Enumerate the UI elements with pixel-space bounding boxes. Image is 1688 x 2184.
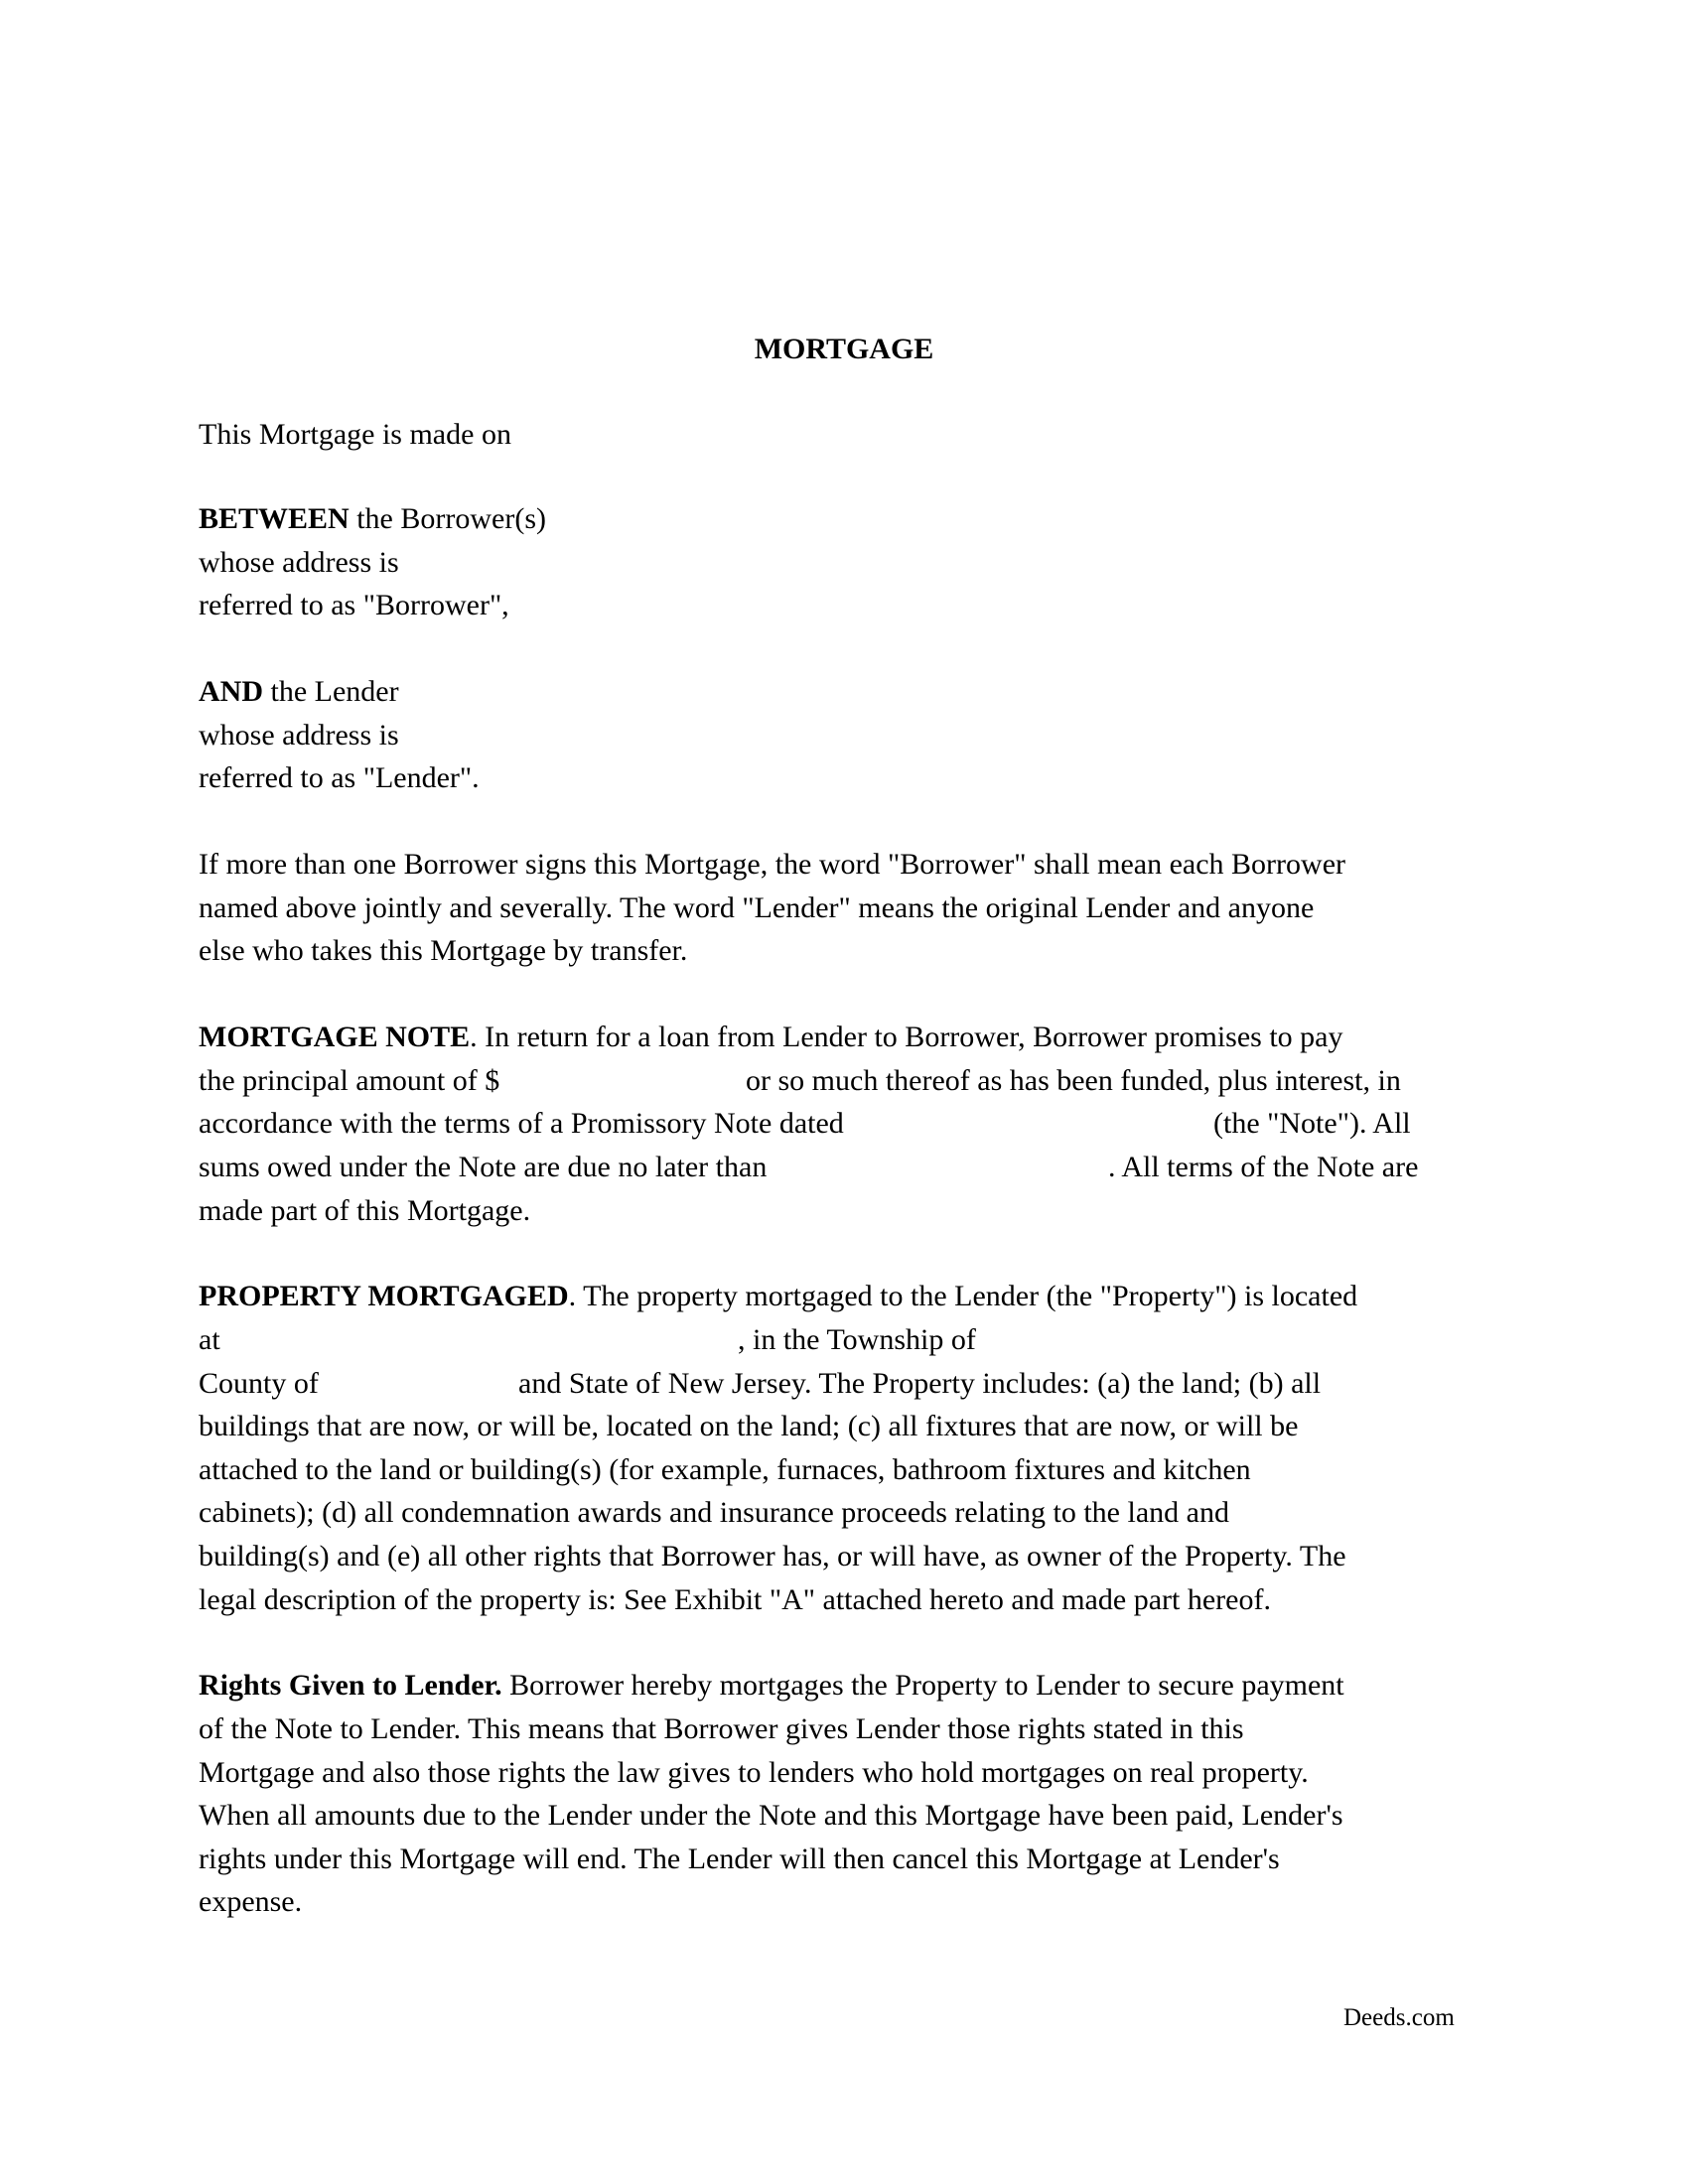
definitions-line-3: else who takes this Mortgage by transfer. bbox=[199, 934, 688, 967]
property-line-1 bbox=[199, 1279, 1357, 1314]
township-label: , in the Township of bbox=[738, 1323, 976, 1356]
due-date-rest: . All terms of the Note are bbox=[1108, 1151, 1419, 1183]
borrower-address-line: whose address is bbox=[199, 546, 399, 579]
property-at-label: at bbox=[199, 1323, 220, 1356]
property-line-6: cabinets); (d) all condemnation awards and insurance proceeds relating to the land and bbox=[199, 1496, 1229, 1529]
mortgage-note-line-1-rest: . In return for a loan from Lender to Borrower, Borrower promises to pay bbox=[470, 1021, 1343, 1053]
definitions-line-2: named above jointly and severally. The word "Lender" means the original Lender and anyone bbox=[199, 891, 1315, 924]
between-label: BETWEEN bbox=[199, 502, 350, 535]
mortgage-note-heading: MORTGAGE NOTE bbox=[199, 1021, 471, 1053]
footer-brand: Deeds.com bbox=[1343, 2004, 1455, 2031]
borrower-referred-line: referred to as "Borrower", bbox=[199, 589, 509, 621]
property-line-7: building(s) and (e) all other rights that Borrower has, or will have, as owner of the Property. The bbox=[199, 1540, 1346, 1572]
rights-line-4: When all amounts due to the Lender under the Note and this Mortgage have been paid, Lender's bbox=[199, 1799, 1343, 1832]
lender-line bbox=[199, 674, 399, 710]
note-dated-rest: (the "Note"). All bbox=[1213, 1107, 1411, 1140]
property-heading: PROPERTY MORTGAGED bbox=[199, 1280, 569, 1312]
principal-amount-rest: or so much thereof as has been funded, plus interest, in bbox=[746, 1064, 1401, 1097]
mortgage-note-line-1 bbox=[199, 1020, 1343, 1055]
rights-line-2: of the Note to Lender. This means that Borrower gives Lender those rights stated in this bbox=[199, 1712, 1244, 1745]
lender-referred-line: referred to as "Lender". bbox=[199, 761, 480, 794]
note-dated-label: accordance with the terms of a Promissory Note dated bbox=[199, 1107, 844, 1140]
rights-line-1-rest: Borrower hereby mortgages the Property to Lender to secure payment bbox=[501, 1669, 1344, 1702]
county-label: County of bbox=[199, 1367, 319, 1400]
mortgage-note-line-5: made part of this Mortgage. bbox=[199, 1194, 531, 1227]
made-on-line: This Mortgage is made on bbox=[199, 418, 511, 451]
property-line-4: buildings that are now, or will be, located on the land; (c) all fixtures that are now, or will be bbox=[199, 1410, 1299, 1442]
state-text: and State of New Jersey. The Property includes: (a) the land; (b) all bbox=[518, 1367, 1322, 1400]
borrower-line bbox=[199, 501, 546, 537]
lender-address-line: whose address is bbox=[199, 719, 399, 751]
between-text: the Borrower(s) bbox=[349, 502, 546, 535]
rights-line-6: expense. bbox=[199, 1885, 303, 1918]
document-title: MORTGAGE bbox=[754, 333, 934, 365]
property-line-1-rest: . The property mortgaged to the Lender (the "Property") is located bbox=[568, 1280, 1358, 1312]
property-line-8: legal description of the property is: See Exhibit "A" attached hereto and made part hereof. bbox=[199, 1583, 1271, 1616]
and-label: AND bbox=[199, 675, 263, 708]
definitions-line-1: If more than one Borrower signs this Mortgage, the word "Borrower" shall mean each Borrower bbox=[199, 848, 1345, 881]
rights-line-5: rights under this Mortgage will end. The Lender will then cancel this Mortgage at Lender's bbox=[199, 1843, 1280, 1875]
and-text: the Lender bbox=[263, 675, 399, 708]
due-date-label: sums owed under the Note are due no later than bbox=[199, 1151, 768, 1183]
rights-heading: Rights Given to Lender. bbox=[199, 1669, 502, 1702]
property-line-5: attached to the land or building(s) (for example, furnaces, bathroom fixtures and kitchen bbox=[199, 1453, 1251, 1486]
rights-line-1 bbox=[199, 1668, 1344, 1704]
principal-amount-label: the principal amount of $ bbox=[199, 1064, 500, 1097]
rights-line-3: Mortgage and also those rights the law gives to lenders who hold mortgages on real property. bbox=[199, 1756, 1309, 1789]
